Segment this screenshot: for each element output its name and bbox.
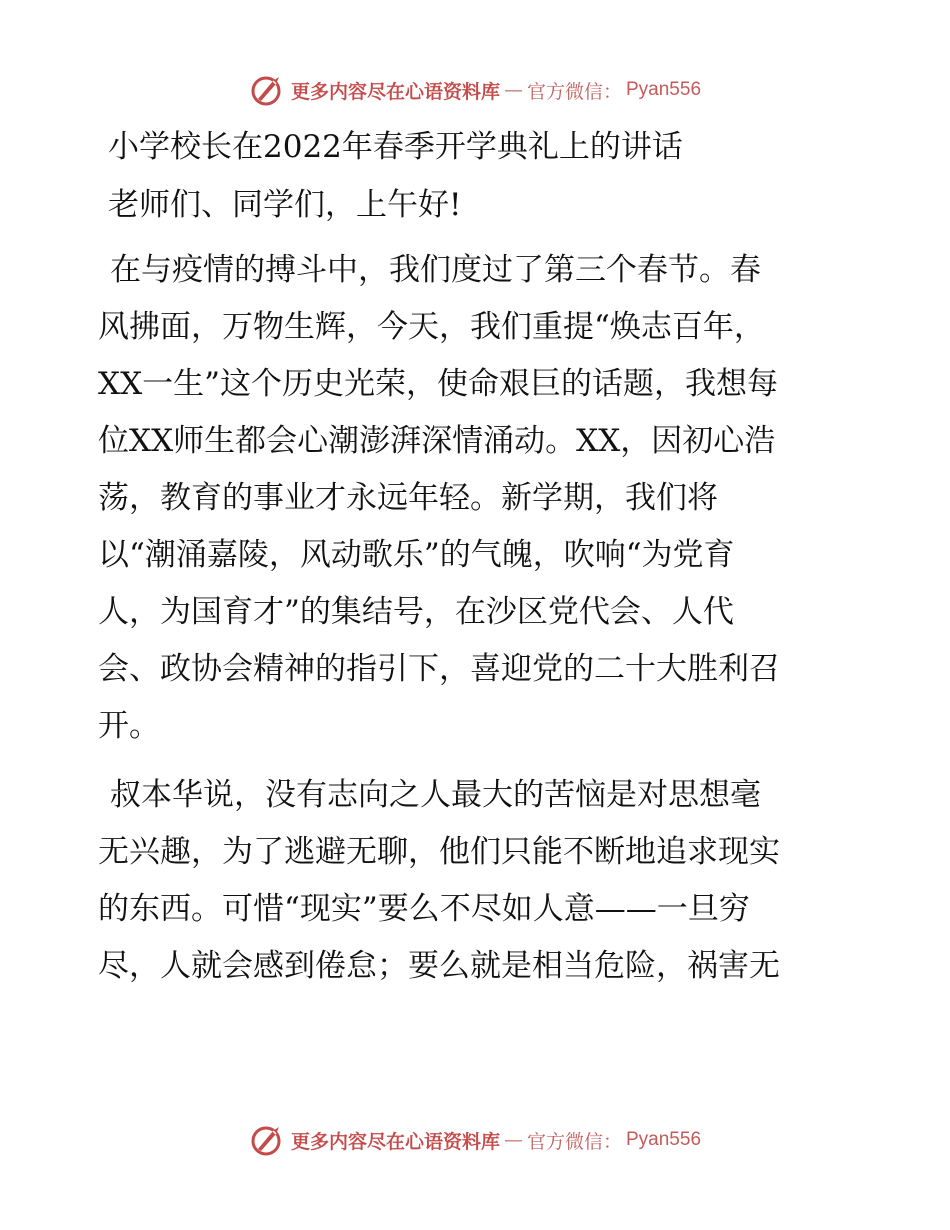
pen-logo-icon	[249, 73, 287, 107]
paragraph-line: 开。	[98, 708, 160, 744]
paragraph-2	[98, 767, 868, 995]
pen-logo-icon	[249, 1123, 287, 1157]
document-body	[98, 120, 868, 995]
watermark-site-text: 更多内容尽在心语资料库	[290, 1130, 500, 1153]
watermark-footer	[0, 1120, 950, 1160]
watermark-header	[0, 70, 950, 110]
watermark-separator: —	[503, 79, 523, 101]
paragraph-line: 的东西。可惜“现实”要么不尽如人意——一旦穷	[98, 891, 750, 927]
paragraph-line: 在与疫情的搏斗中，我们度过了第三个春节。春	[110, 252, 761, 288]
paragraph-line: 位XX师生都会心潮澎湃深情涌动。XX，因初心浩	[98, 423, 776, 459]
paragraph-line: 叔本华说，没有志向之人最大的苦恼是对思想毫	[110, 777, 761, 813]
paragraph-1	[98, 242, 868, 755]
paragraph-line: 尽，人就会感到倦怠；要么就是相当危险，祸害无	[98, 948, 780, 984]
paragraph-line: 荡，教育的事业才永远年轻。新学期，我们将	[98, 480, 718, 516]
paragraph-line: 风拂面，万物生辉，今天，我们重提“焕志百年，	[98, 309, 765, 345]
paragraph-line: 人，为国育才”的集结号，在沙区党代会、人代	[98, 594, 734, 630]
paragraph-line: 会、政协会精神的指引下，喜迎党的二十大胜利召	[98, 651, 780, 687]
watermark-separator: —	[503, 1129, 523, 1151]
watermark-wechat-id: Pyan556	[626, 79, 702, 100]
paragraph-line: XX一生”这个历史光荣，使命艰巨的话题，我想每	[98, 366, 778, 402]
paragraph-line: 以“潮涌嘉陵，风动歌乐”的气魄，吹响“为党育	[98, 537, 735, 573]
watermark-site-text: 更多内容尽在心语资料库	[290, 80, 500, 103]
watermark-wechat-label: 官方微信：	[526, 80, 622, 103]
paragraph-line: 无兴趣，为了逃避无聊，他们只能不断地追求现实	[98, 834, 780, 870]
watermark-wechat-id: Pyan556	[626, 1129, 702, 1150]
watermark-wechat-label: 官方微信：	[526, 1130, 622, 1153]
document-title: 小学校长在2022年春季开学典礼上的讲话	[108, 129, 683, 165]
document-greeting: 老师们、同学们，上午好!	[108, 187, 462, 223]
